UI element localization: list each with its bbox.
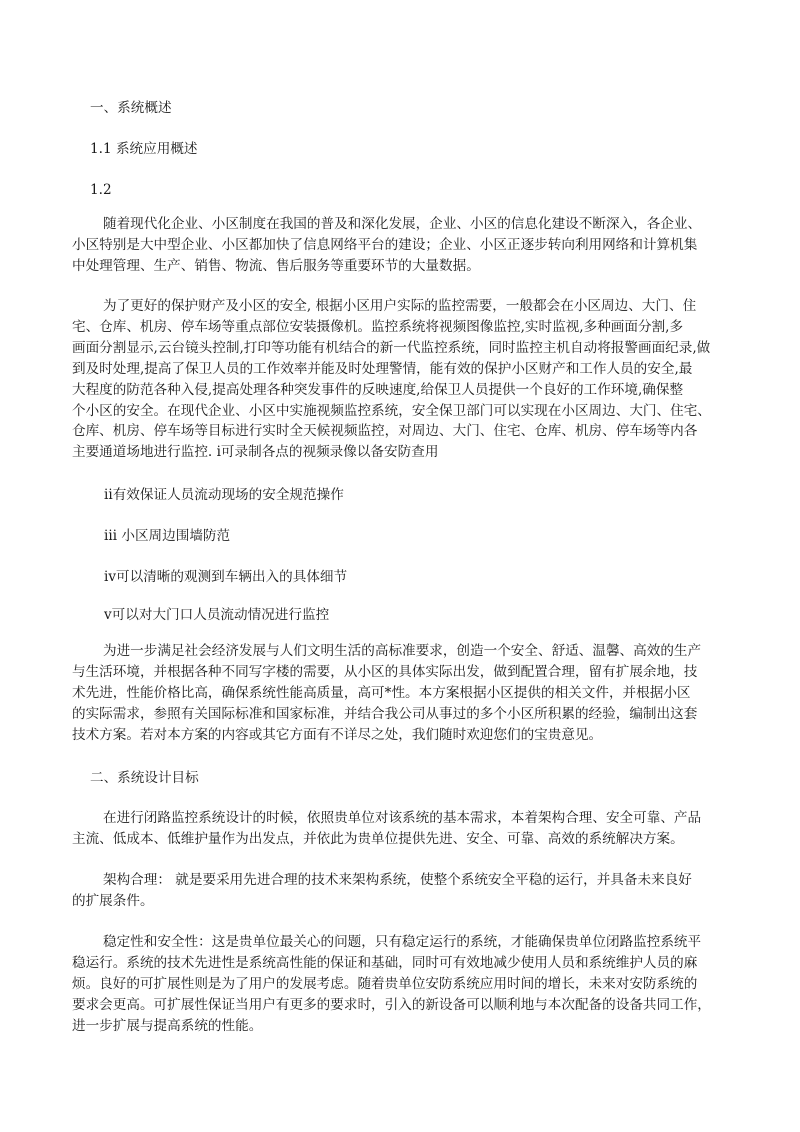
paragraph-security: 为了更好的保护财产及小区的安全, 根据小区用户实际的监控需要，一般都会在小区周边、大门、住 宅、仓库、机房、停车场等重点部位安装摄像机。监控系统将视频图像监控,实时监视,多种画面分割,多 画面分割显示,云台镜头控制,打印等功能有机结合的新一代监控系统，同时监控主机自动将报警画面纪录,做 到及时处理,提高了保卫人员的工作效率并能及时处理警情，能有效的保护小区财产和工作人员的安全,最 大程度的防范各种入侵,提高处理各种突发事件的反映速度,给保卫人员提供一个良好的工作环境,确保整 个小区的安全。在现代企业、小区中实施视频监控系统，安全保卫部门可以实现在小区周边、大门、住宅、 仓库、机房、停车场等目标进行实时全天候视频监控，对周边、大门、住宅、仓库、机房、停车场等内各 主要通道场地进行监控. ⅰ可录制各点的视频录像以备安防查用 (72, 298, 711, 461)
list-item-ii: ⅱ有效保证人员流动现场的安全规范操作 (104, 487, 344, 503)
list-item-iv: ⅳ可以清晰的观测到车辆出入的具体细节 (104, 569, 348, 585)
list-item-v: ⅴ可以对大门口人员流动情况进行监控 (104, 607, 330, 623)
list-item-iii: ⅲ 小区周边围墙防范 (104, 528, 231, 544)
paragraph-requirements: 为进一步满足社会经济发展与人们文明生活的高标准要求，创造一个安全、舒适、温馨、高效的生产 与生活环境，并根据各种不同写字楼的需要，从小区的具体实际出发，做到配置合理，留有扩展余地，技 术先进，性能价格比高，确保系统性能高质量，高可*性。本方案根据小区提供的相关文件，并根据小区 的实际需求，参照有关国际标准和国家标准，并结合我公司从事过的多个小区所积累的经验，编制出这套 技术方案。若对本方案的内容或其它方面有不详尽之处，我们随时欢迎您们的宝贵意见。 (72, 643, 702, 743)
section-heading-2: 二、系统设计目标 (90, 770, 199, 786)
paragraph-architecture: 架构合理： 就是要采用先进合理的技术来架构系统，使整个系统安全平稳的运行，并具备未来良好 的扩展条件。 (72, 872, 692, 909)
subsection-heading-1-2: 1.2 (90, 182, 112, 198)
paragraph-intro: 随着现代化企业、小区制度在我国的普及和深化发展，企业、小区的信息化建设不断深入，各企业、 小区特别是大中型企业、小区都加快了信息网络平台的建设；企业、小区正逐步转向利用网络和计算机集 中处理管理、生产、销售、物流、售后服务等重要环节的大量数据。 (72, 216, 702, 274)
subsection-heading-1-1: 1.1 系统应用概述 (90, 141, 198, 157)
section-heading-1: 一、系统概述 (90, 100, 172, 116)
paragraph-design-goals: 在进行闭路监控系统设计的时候，依照贵单位对该系统的基本需求，本着架构合理、安全可靠、产品 主流、低成本、低维护量作为出发点，并依此为贵单位提供先进、安全、可靠、高效的系统解决方案。 (72, 810, 702, 847)
paragraph-stability: 稳定性和安全性：这是贵单位最关心的问题，只有稳定运行的系统，才能确保贵单位闭路监控系统平 稳运行。系统的技术先进性是系统高性能的保证和基础，同时可有效地减少使用人员和系统维护人员的麻 烦。良好的可扩展性则是为了用户的发展考虑。随着贵单位安防系统应用时间的增长，未来对安防系统的 要求会更高。可扩展性保证当用户有更多的要求时，引入的新设备可以顺利地与本次配备的设备共同工作， 进一步扩展与提高系统的性能。 (72, 934, 711, 1034)
